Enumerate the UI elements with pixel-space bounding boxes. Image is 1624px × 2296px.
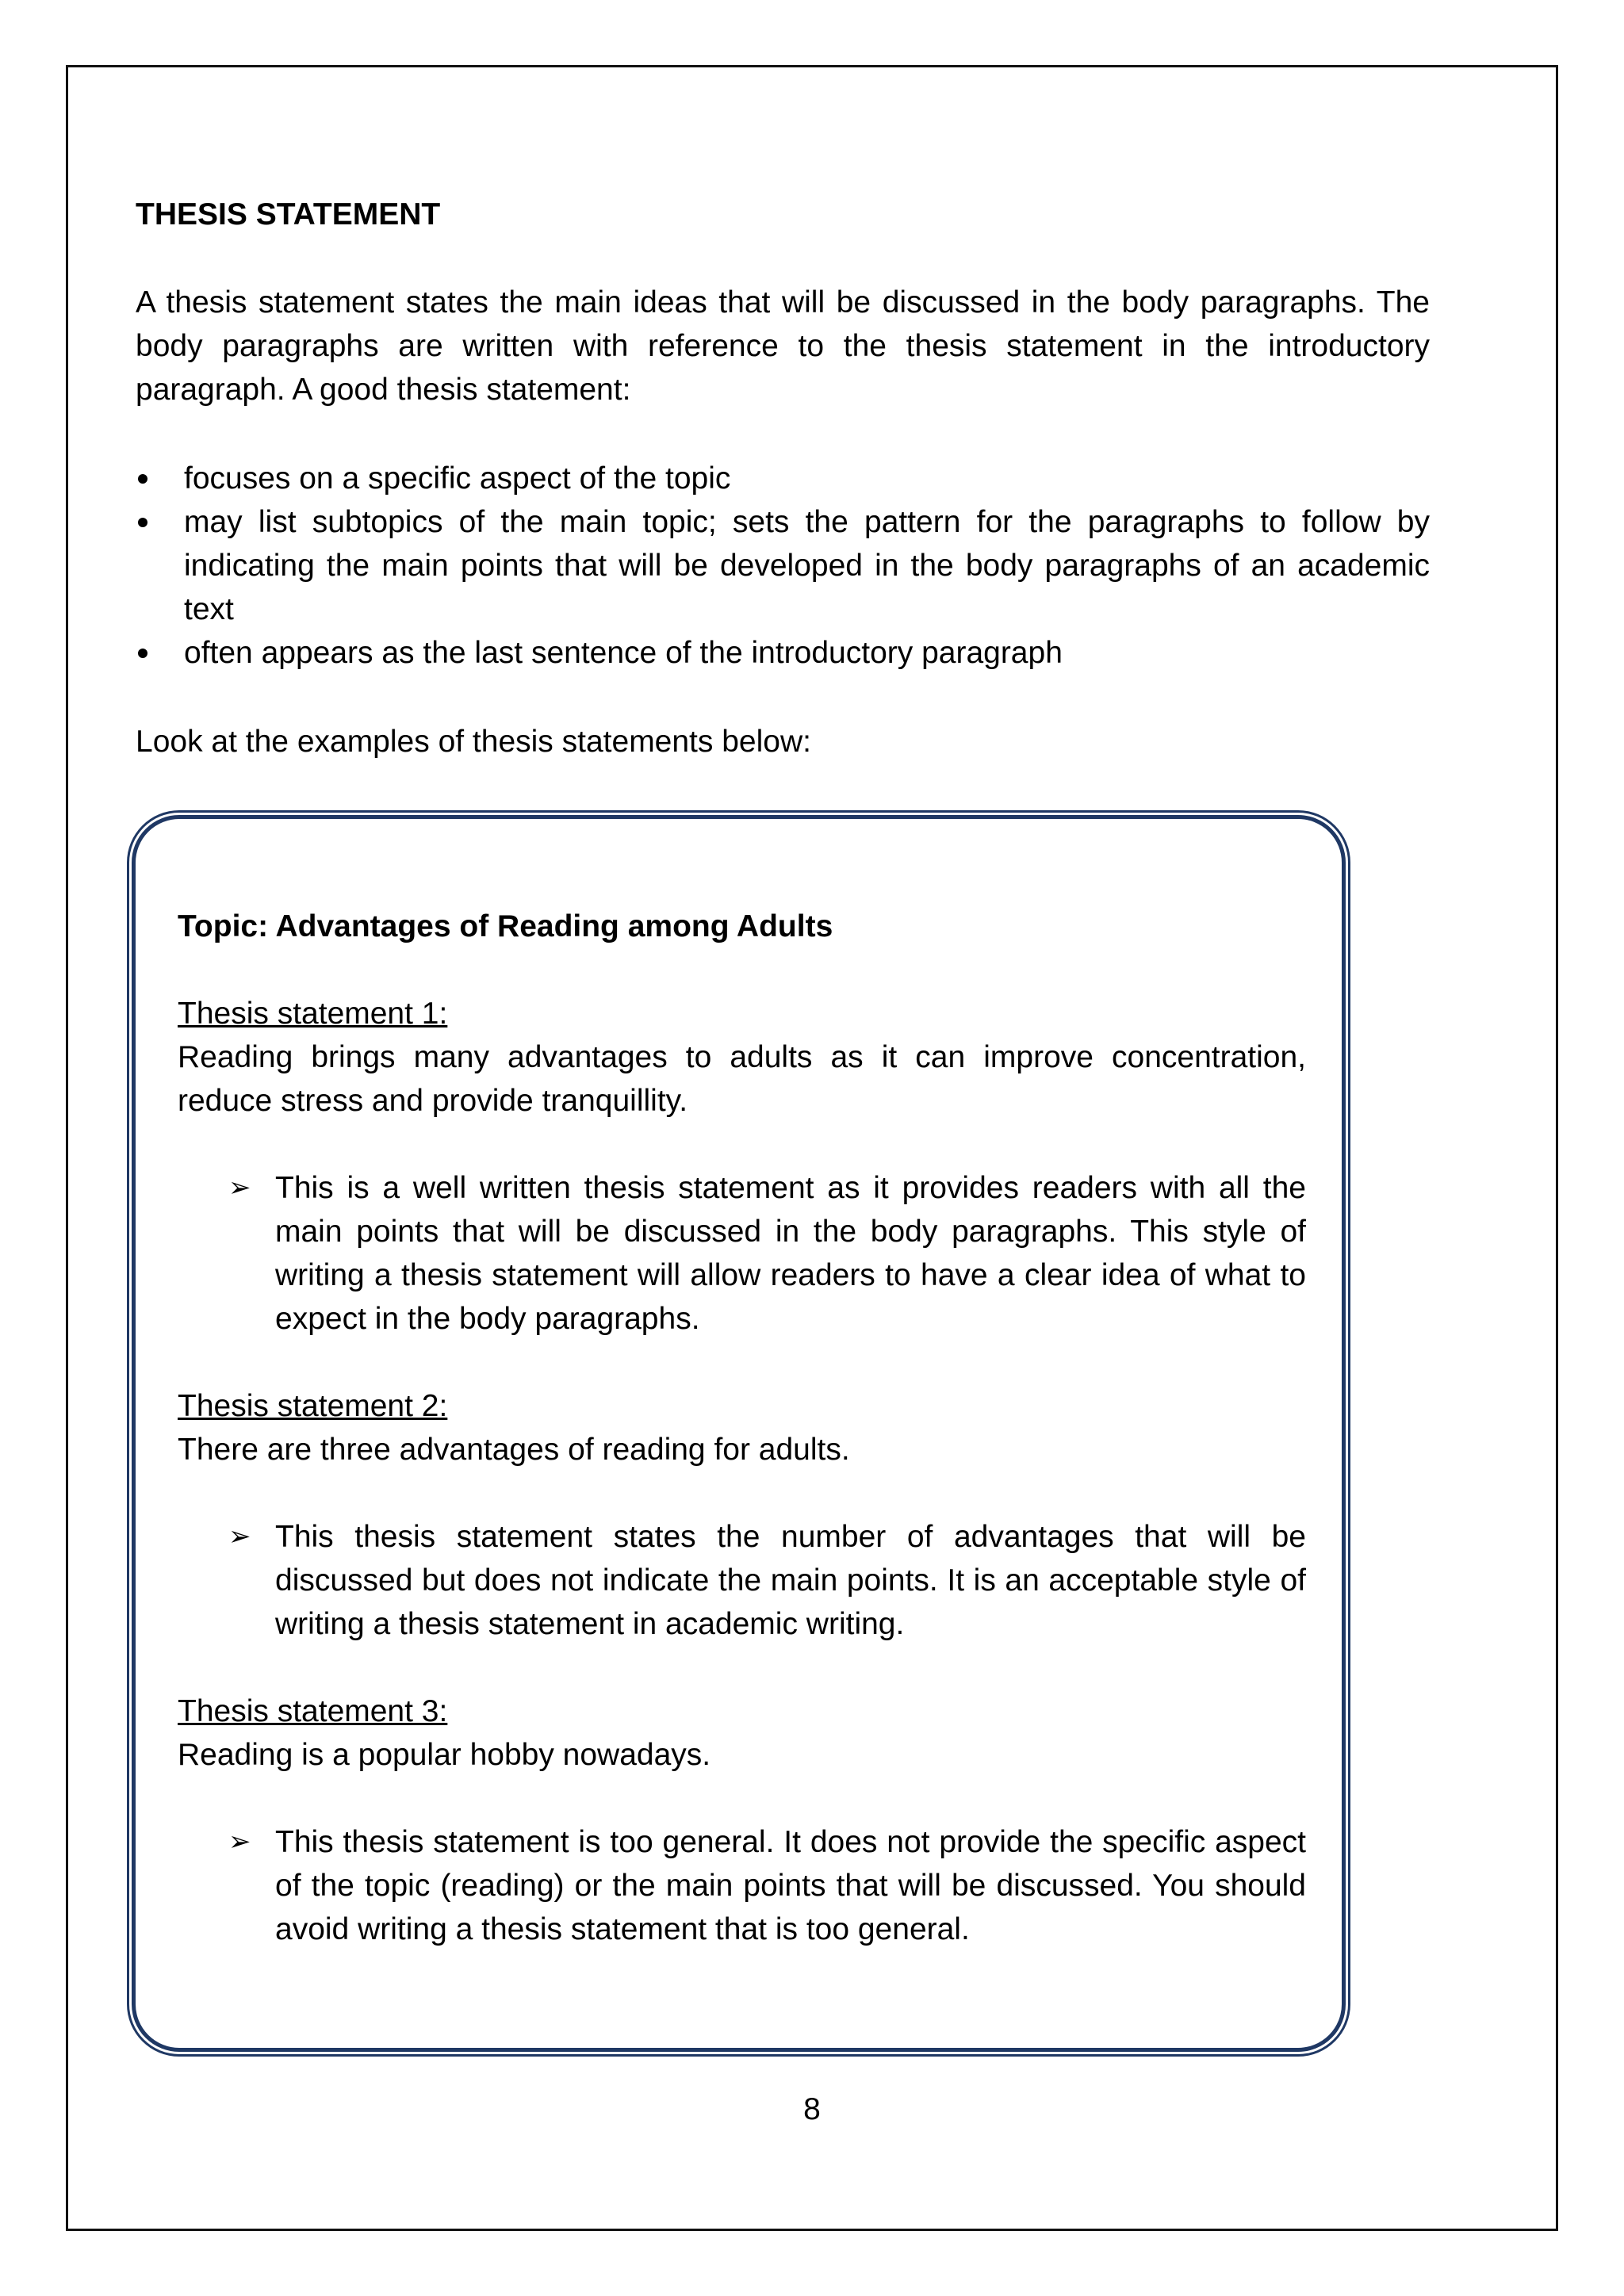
comment-text: This thesis statement is too general. It does not provide the specific aspect of the topic (reading) or the main points that will be discussed. You should avoid writing a thesis statement that is too general. — [275, 1825, 1306, 1946]
comment-text: This thesis statement states the number of advantages that will be discussed but does not indicate the main points. It is an acceptable style of writing a thesis statement in academic writing. — [275, 1520, 1306, 1641]
bullet-icon — [138, 518, 147, 527]
thesis-text-1: Reading brings many advantages to adults as it can improve concentration, reduce stress and provide tranquillity. — [178, 1040, 1306, 1118]
thesis-comment-2 — [178, 1515, 1306, 1646]
topic-title: Topic: Advantages of Reading among Adults — [178, 909, 833, 943]
bullet-icon — [138, 649, 147, 658]
list-item-text: may list subtopics of the main topic; sets the pattern for the paragraphs to follow by indicating the main points that will be developed in the body paragraphs of an academic text — [184, 505, 1430, 626]
list-item-text: focuses on a specific aspect of the topic — [184, 461, 731, 496]
criteria-list — [136, 457, 1430, 675]
comment-text: This is a well written thesis statement as it provides readers with all the main points that will be discussed in the body paragraphs. This style of writing a thesis statement will allow readers to have a clear idea of what to expect in the body paragraphs. — [275, 1171, 1306, 1336]
list-item — [136, 500, 1430, 631]
list-item-text: often appears as the last sentence of the introductory paragraph — [184, 636, 1063, 670]
arrow-bullet-icon: ➢ — [228, 1826, 251, 1858]
thesis-label-1: Thesis statement 1: — [178, 997, 448, 1031]
bullet-icon — [138, 474, 147, 484]
arrow-bullet-icon: ➢ — [228, 1521, 251, 1552]
thesis-label-2: Thesis statement 2: — [178, 1389, 448, 1423]
list-item — [136, 457, 1430, 500]
page-number: 8 — [803, 2092, 821, 2126]
thesis-text-3: Reading is a popular hobby nowadays. — [178, 1738, 711, 1772]
thesis-comment-1 — [178, 1166, 1306, 1341]
arrow-bullet-icon: ➢ — [228, 1172, 251, 1203]
intro-paragraph: A thesis statement states the main ideas that will be discussed in the body paragraphs. The body paragraphs are written with reference to the thesis statement in the introductory paragraph. A good thesis statement: — [136, 285, 1430, 407]
examples-box — [132, 815, 1346, 2052]
thesis-comment-3 — [178, 1820, 1306, 1951]
page-heading: THESIS STATEMENT — [136, 197, 441, 232]
lead-in-text: Look at the examples of thesis statements below: — [136, 725, 811, 759]
thesis-text-2: There are three advantages of reading for adults. — [178, 1433, 850, 1467]
examples-content — [178, 905, 1306, 1995]
list-item — [136, 631, 1430, 675]
thesis-label-3: Thesis statement 3: — [178, 1694, 448, 1728]
